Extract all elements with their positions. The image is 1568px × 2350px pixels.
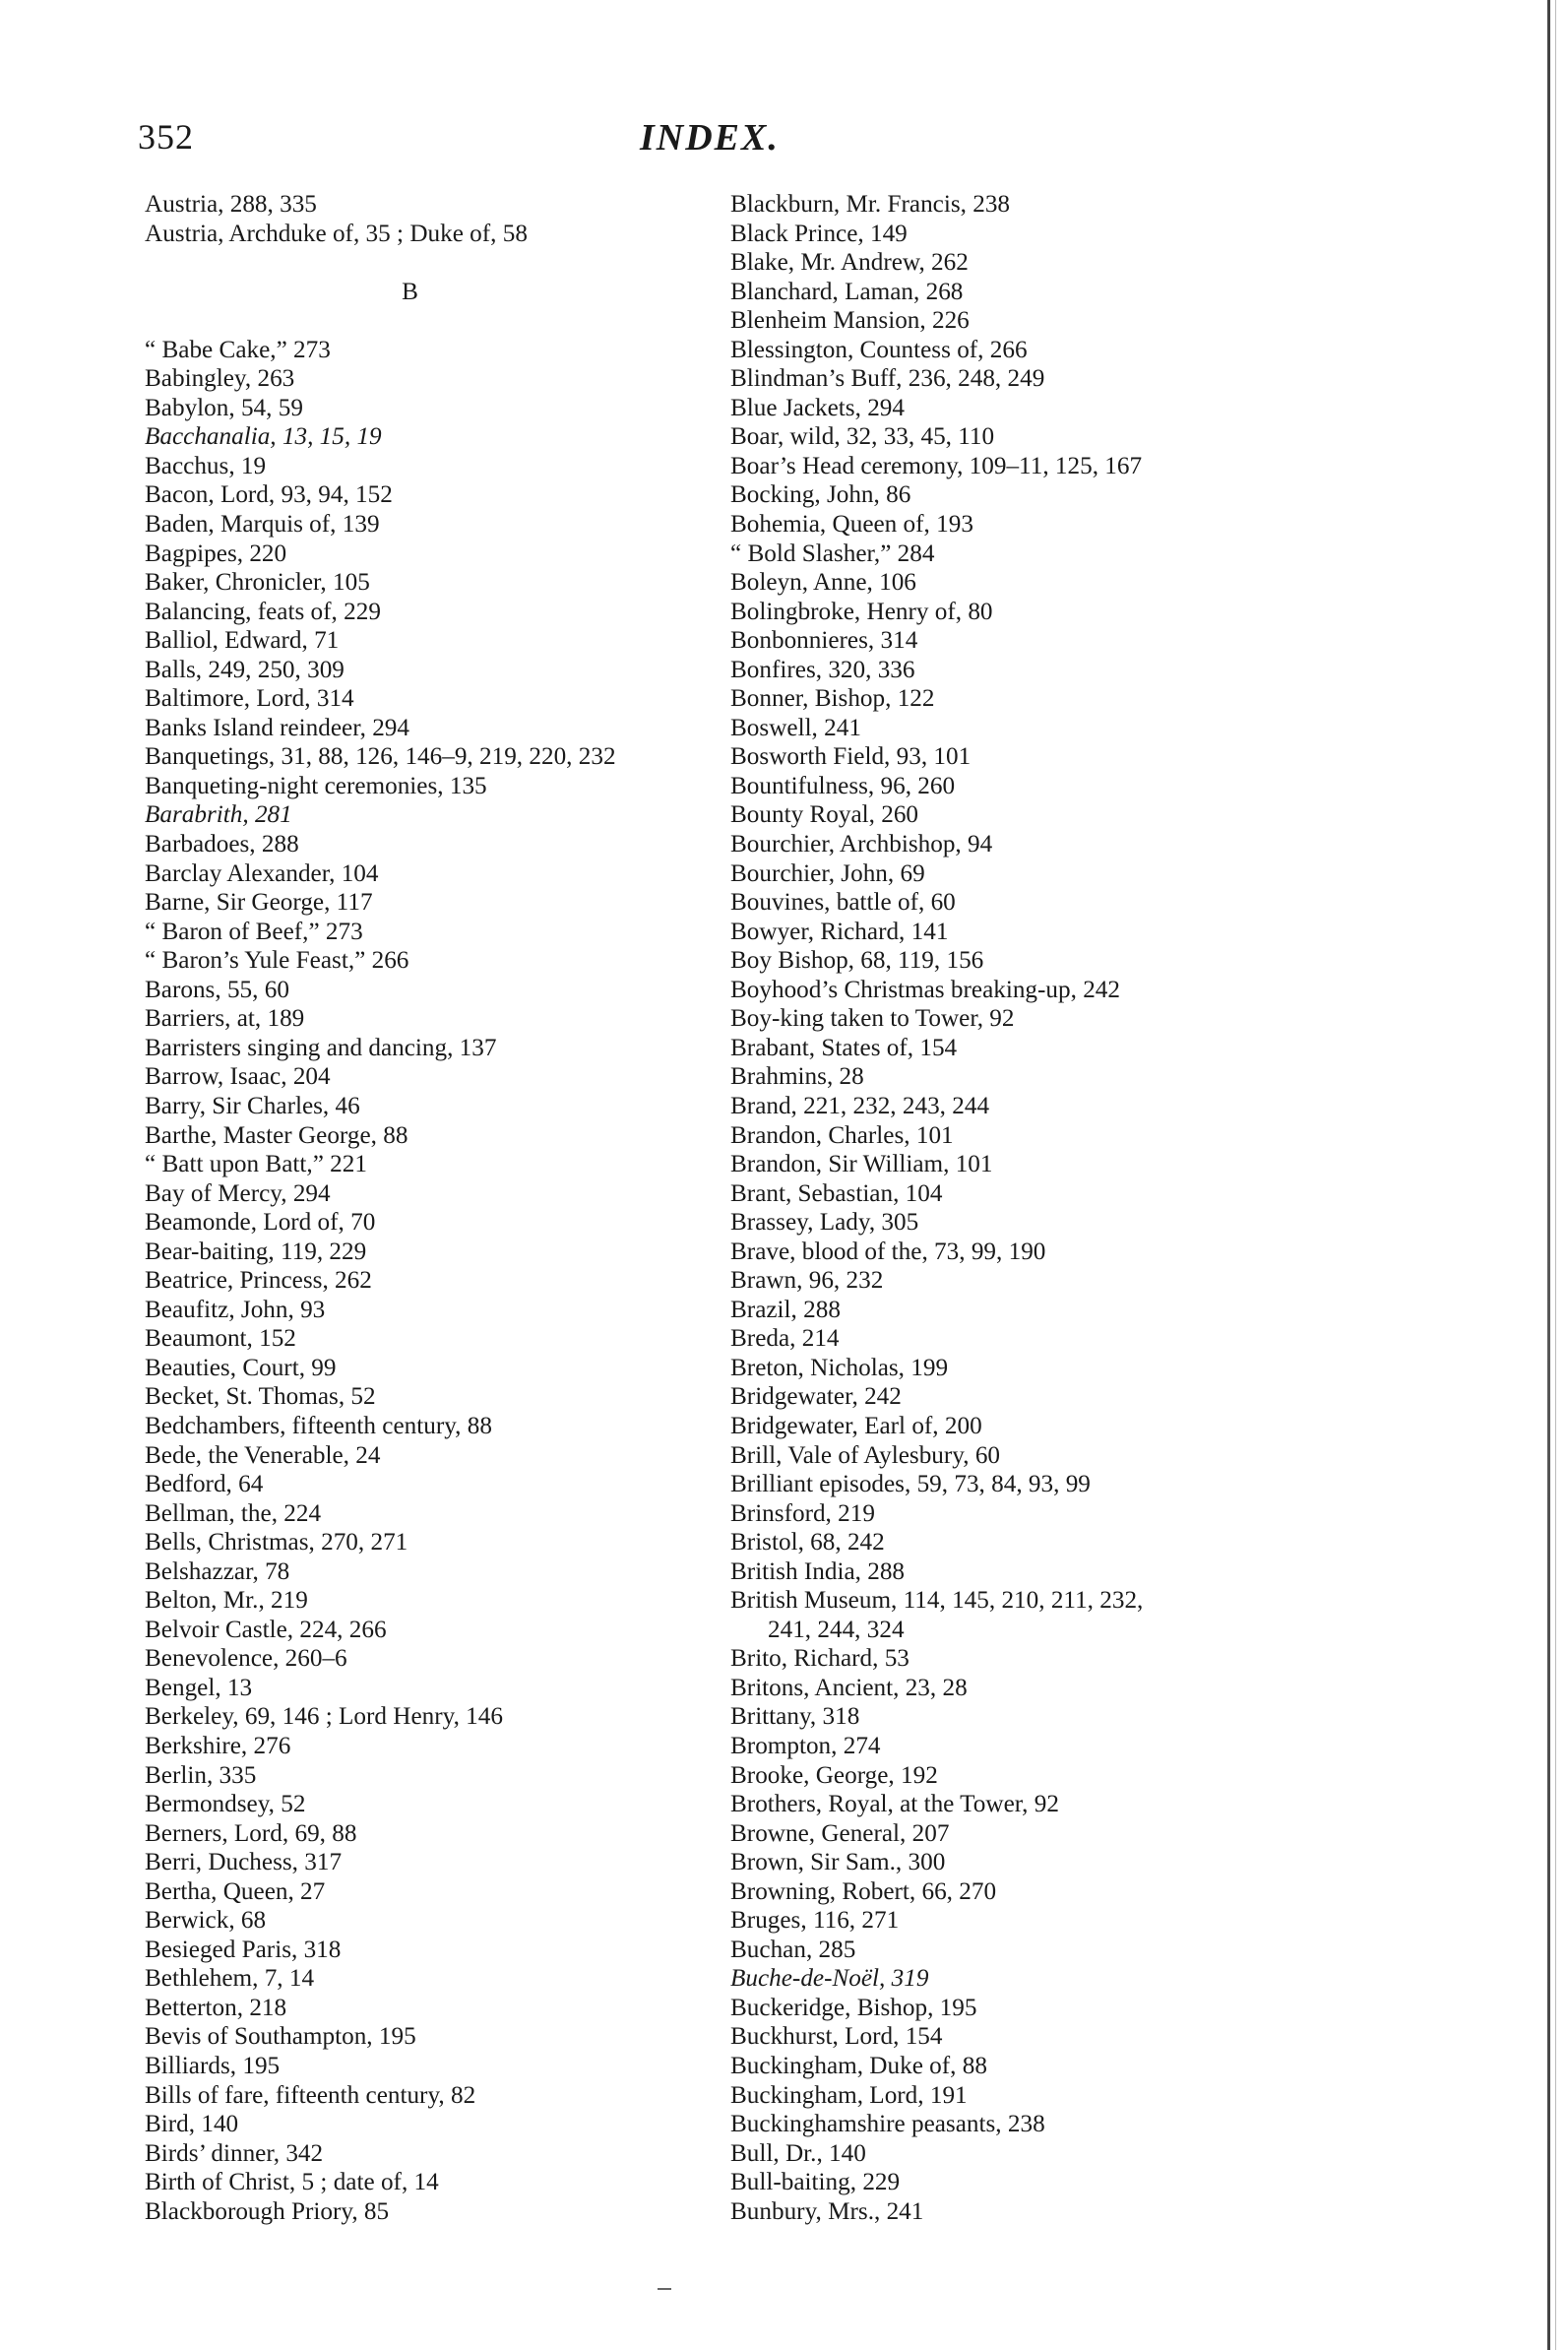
index-entry: Austria, Archduke of, 35 ; Duke of, 58 — [145, 220, 528, 247]
index-entry: Brabant, States of, 154 — [730, 1034, 958, 1061]
index-entry: Balls, 249, 250, 309 — [145, 656, 345, 683]
index-entry: Belton, Mr., 219 — [145, 1587, 308, 1615]
index-entry: Barne, Sir George, 117 — [145, 889, 373, 917]
index-entry: Bellman, the, 224 — [145, 1499, 322, 1527]
index-entry: Brant, Sebastian, 104 — [730, 1179, 943, 1207]
index-entry: Bethlehem, 7, 14 — [145, 1965, 315, 1993]
index-entry: Bear-baiting, 119, 229 — [145, 1238, 367, 1265]
index-entry: Buchan, 285 — [730, 1936, 856, 1963]
index-entry: Balancing, feats of, 229 — [145, 598, 381, 625]
index-entry: Berwick, 68 — [145, 1907, 267, 1935]
index-column-left — [145, 190, 716, 2226]
index-entry: Bounty Royal, 260 — [730, 801, 919, 829]
index-entry: Buckingham, Duke of, 88 — [730, 2053, 987, 2079]
index-entry: Barthe, Master George, 88 — [145, 1121, 408, 1149]
index-entry: Brothers, Royal, at the Tower, 92 — [730, 1791, 1059, 1818]
index-entry: Brave, blood of the, 73, 99, 190 — [730, 1238, 1046, 1265]
index-entry: Brawn, 96, 232 — [730, 1267, 884, 1295]
index-entry: Boar’s Head ceremony, 109–11, 125, 167 — [730, 452, 1143, 479]
index-entry: Bristol, 68, 242 — [730, 1529, 885, 1556]
index-entry: Blackborough Priory, 85 — [145, 2197, 390, 2225]
index-entry: Beauties, Court, 99 — [145, 1354, 337, 1381]
index-entry: Bermondsey, 52 — [145, 1791, 306, 1818]
index-entry: Brand, 221, 232, 243, 244 — [730, 1092, 990, 1119]
index-entry: Bosworth Field, 93, 101 — [730, 743, 972, 771]
index-entry: Beatrice, Princess, 262 — [145, 1267, 372, 1295]
page-edge-line — [1547, 0, 1550, 2350]
index-entry: Browning, Robert, 66, 270 — [730, 1877, 997, 1905]
index-entry: Barons, 55, 60 — [145, 976, 289, 1003]
index-entry: Bacchanalia, 13, 15, 19 — [145, 423, 382, 451]
index-entry: Beamonde, Lord of, 70 — [145, 1209, 376, 1237]
index-entry: Barrow, Isaac, 204 — [145, 1063, 331, 1091]
index-entry: Bourchier, Archbishop, 94 — [730, 831, 993, 858]
index-entry: Brandon, Sir William, 101 — [730, 1151, 993, 1178]
index-entry: Buckhurst, Lord, 154 — [730, 2023, 943, 2051]
index-entry: Brittany, 318 — [730, 1703, 860, 1731]
index-entry: Bull, Dr., 140 — [730, 2139, 866, 2167]
index-entry: Banquetings, 31, 88, 126, 146–9, 219, 220, 232 — [145, 743, 616, 771]
index-entry: Birth of Christ, 5 ; date of, 14 — [145, 2169, 439, 2196]
index-entry: Bourchier, John, 69 — [730, 859, 925, 887]
index-entry: “ Baron’s Yule Feast,” 266 — [145, 947, 409, 975]
index-entry: Beaufitz, John, 93 — [145, 1296, 326, 1323]
index-entry: Browne, General, 207 — [730, 1819, 950, 1847]
index-entry: Bacon, Lord, 93, 94, 152 — [145, 481, 393, 509]
index-entry: Blessington, Countess of, 266 — [730, 336, 1028, 363]
index-entry: Billiards, 195 — [145, 2053, 281, 2079]
index-entry: Blenheim Mansion, 226 — [730, 307, 970, 335]
page-header — [138, 116, 1417, 175]
index-entry: Brandon, Charles, 101 — [730, 1121, 954, 1149]
blank-line — [145, 248, 716, 278]
index-entry: Brazil, 288 — [730, 1296, 841, 1323]
index-entry: Brito, Richard, 53 — [730, 1645, 909, 1673]
index-entry: Bonbonnieres, 314 — [730, 627, 918, 655]
index-entry: Blue Jackets, 294 — [730, 394, 905, 421]
index-entry: Baltimore, Lord, 314 — [145, 685, 354, 713]
index-entry: Boy Bishop, 68, 119, 156 — [730, 947, 984, 975]
index-entry: British Museum, 114, 145, 210, 211, 232, — [730, 1587, 1144, 1615]
index-entry: Bunbury, Mrs., 241 — [730, 2197, 924, 2225]
index-entry: Barristers singing and dancing, 137 — [145, 1034, 497, 1061]
index-entry: Bocking, John, 86 — [730, 481, 911, 509]
index-entry: Brassey, Lady, 305 — [730, 1209, 919, 1237]
index-entry: Bolingbroke, Henry of, 80 — [730, 598, 993, 625]
index-entry: Bouvines, battle of, 60 — [730, 889, 956, 917]
index-entry: Buche-de-Noël, 319 — [730, 1965, 929, 1993]
index-entry: Bruges, 116, 271 — [730, 1907, 900, 1935]
index-entry: Brooke, George, 192 — [730, 1761, 938, 1789]
index-entry: “ Baron of Beef,” 273 — [145, 918, 363, 945]
index-entry: Bagpipes, 220 — [145, 540, 287, 567]
index-entry: Boy-king taken to Tower, 92 — [730, 1005, 1015, 1033]
index-entry: Banqueting-night ceremonies, 135 — [145, 772, 487, 799]
index-entry: Bills of fare, fifteenth century, 82 — [145, 2081, 476, 2109]
index-entry: Bonfires, 320, 336 — [730, 656, 915, 683]
index-entry: Banks Island reindeer, 294 — [145, 714, 409, 741]
index-entry: Berkeley, 69, 146 ; Lord Henry, 146 — [145, 1703, 503, 1731]
index-entry: Betterton, 218 — [145, 1994, 287, 2021]
index-entry: Buckeridge, Bishop, 195 — [730, 1994, 977, 2021]
index-entry: Blanchard, Laman, 268 — [730, 278, 964, 305]
index-entry: Babylon, 54, 59 — [145, 394, 303, 421]
index-entry: Besieged Paris, 318 — [145, 1936, 342, 1963]
index-entry: “ Babe Cake,” 273 — [145, 336, 331, 363]
index-entry: Blindman’s Buff, 236, 248, 249 — [730, 365, 1045, 393]
index-entry: Berkshire, 276 — [145, 1732, 291, 1759]
index-entry: Buckinghamshire peasants, 238 — [730, 2111, 1045, 2138]
index-entry: Bonner, Bishop, 122 — [730, 685, 935, 713]
page-edge-line-faint — [1555, 0, 1556, 2350]
blank-line — [145, 306, 716, 336]
index-entry: Brahmins, 28 — [730, 1063, 864, 1091]
index-entry: Breton, Nicholas, 199 — [730, 1354, 949, 1381]
index-entry: Birds’ dinner, 342 — [145, 2139, 324, 2167]
index-entry: “ Batt upon Batt,” 221 — [145, 1151, 367, 1178]
index-entry: Bengel, 13 — [145, 1674, 253, 1701]
section-letter: B — [402, 278, 419, 305]
index-entry: Bevis of Southampton, 195 — [145, 2023, 416, 2051]
index-entry: Bay of Mercy, 294 — [145, 1179, 331, 1207]
index-entry: Breda, 214 — [730, 1325, 840, 1353]
index-entry: “ Bold Slasher,” 284 — [730, 540, 935, 567]
index-entry: Bohemia, Queen of, 193 — [730, 511, 973, 539]
index-entry: Brown, Sir Sam., 300 — [730, 1849, 946, 1876]
index-entry: Bedford, 64 — [145, 1471, 264, 1498]
page-title: INDEX. — [640, 117, 780, 159]
page-number: 352 — [138, 117, 194, 157]
index-entry: Brill, Vale of Aylesbury, 60 — [730, 1441, 1001, 1469]
index-entry: Britons, Ancient, 23, 28 — [730, 1674, 968, 1701]
index-entry: Berners, Lord, 69, 88 — [145, 1819, 357, 1847]
index-column-right — [730, 190, 1341, 2226]
index-entry: Black Prince, 149 — [730, 220, 908, 247]
index-entry: Barbadoes, 288 — [145, 831, 299, 858]
index-entry: Berri, Duchess, 317 — [145, 1849, 343, 1876]
index-entry: Bird, 140 — [145, 2111, 239, 2138]
index-entry: Boswell, 241 — [730, 714, 861, 741]
index-entry: Baker, Chronicler, 105 — [145, 569, 370, 597]
index-entry: Boar, wild, 32, 33, 45, 110 — [730, 423, 995, 451]
index-entry: Barry, Sir Charles, 46 — [145, 1092, 360, 1119]
index-entry: Blake, Mr. Andrew, 262 — [730, 249, 969, 277]
index-entry: Brinsford, 219 — [730, 1499, 875, 1527]
index-entry: Brilliant episodes, 59, 73, 84, 93, 99 — [730, 1471, 1091, 1498]
index-entry: Bede, the Venerable, 24 — [145, 1441, 381, 1469]
index-entry: Benevolence, 260–6 — [145, 1645, 347, 1673]
index-entry: Beaumont, 152 — [145, 1325, 296, 1353]
index-entry: Belshazzar, 78 — [145, 1557, 290, 1585]
index-entry: Bacchus, 19 — [145, 452, 267, 479]
index-entry: Austria, 288, 335 — [145, 191, 317, 218]
index-entry: British India, 288 — [730, 1557, 906, 1585]
index-entry: Bedchambers, fifteenth century, 88 — [145, 1412, 492, 1439]
index-entry: Barriers, at, 189 — [145, 1005, 305, 1033]
index-entry: Bridgewater, 242 — [730, 1383, 902, 1411]
index-entry: Belvoir Castle, 224, 266 — [145, 1616, 387, 1643]
index-entry: Becket, St. Thomas, 52 — [145, 1383, 376, 1411]
index-entry: Barabrith, 281 — [145, 801, 292, 829]
index-entry: Brompton, 274 — [730, 1732, 881, 1759]
index-entry: Bertha, Queen, 27 — [145, 1877, 326, 1905]
index-entry: Bridgewater, Earl of, 200 — [730, 1412, 982, 1439]
index-entry: Blackburn, Mr. Francis, 238 — [730, 191, 1011, 218]
index-entry: Barclay Alexander, 104 — [145, 859, 379, 887]
index-entry: Buckingham, Lord, 191 — [730, 2081, 968, 2109]
index-entry: Balliol, Edward, 71 — [145, 627, 340, 655]
index-entry: Boleyn, Anne, 106 — [730, 569, 916, 597]
index-entry: Bountifulness, 96, 260 — [730, 772, 956, 799]
index-entry: Baden, Marquis of, 139 — [145, 511, 380, 539]
index-entry: Bull-baiting, 229 — [730, 2169, 901, 2196]
footer-dash — [658, 2288, 671, 2290]
index-entry-continuation: 241, 244, 324 — [768, 1616, 905, 1643]
index-entry: Bowyer, Richard, 141 — [730, 918, 949, 945]
index-entry: Berlin, 335 — [145, 1761, 257, 1789]
index-entry: Boyhood’s Christmas breaking-up, 242 — [730, 976, 1120, 1003]
index-entry: Bells, Christmas, 270, 271 — [145, 1529, 408, 1556]
index-entry: Babingley, 263 — [145, 365, 295, 393]
